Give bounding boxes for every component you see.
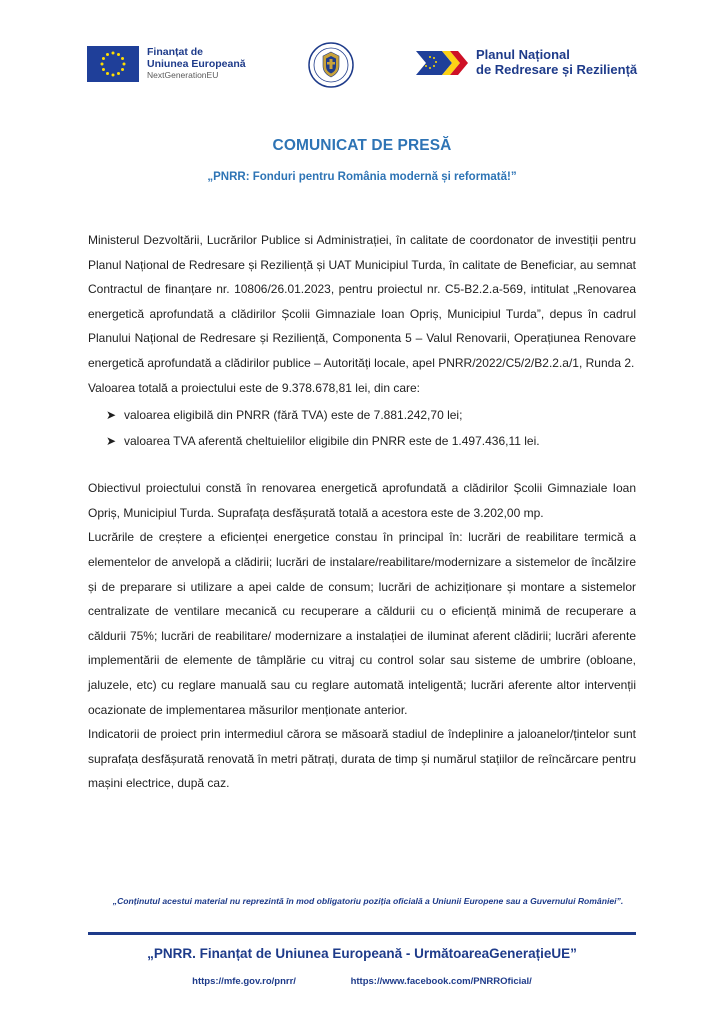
- facebook-pnrr-link[interactable]: https://www.facebook.com/PNRROficial/: [350, 976, 532, 987]
- eu-logo-line1: Finanțat de: [147, 46, 204, 58]
- header-logos: [0, 42, 724, 94]
- paragraph-works: Lucrările de creștere a eficienței energetice constau în principal în: lucrări de reabilitare termică a elementelor de anvelopă a clădirii; lucrări de instalare/reabilitare/modernizare a sistemelor de încălzire și de preparare si utilizare a apei calde de consum; lucrări de achiziționare și montare a sistemelor centralizate de ventilare mecanică cu recuperare a căldurii cu o eficiență minimă de recuperare a căldurii 75%; lucrări de reabilitare/ modernizare a instalației de iluminat aferent clădirii; lucrări aferente implementării de elemente de tâmplărie cu vitraj cu control solar sau sisteme de umbrire (obloane, jaluzele, etc) cu reglare manuală sau cu reglare automată inteligentă; lucrări aferente altor intervenții ocazionate de implementarea măsurilor menționate anterior.: [88, 530, 636, 717]
- pnrr-logo-icon: [416, 49, 472, 77]
- footer-divider: [88, 932, 636, 935]
- press-release-body: [88, 228, 636, 796]
- footer-slogan: „PNRR. Finanțat de Uniunea Europeană - UrmătoareaGenerațieUE”: [147, 946, 577, 961]
- eu-flag-icon: [87, 46, 139, 82]
- arrow-bullet-icon: ➤: [106, 408, 117, 423]
- paragraph-contract: Ministerul Dezvoltării, Lucrărilor Publice si Administrației, în calitate de coordonator de investiții pentru Planul Național de Redresare și Reziliență și UAT Municipiul Turda, în calitate de Beneficiar, au semnat Contractul de finanțare nr. 10806/26.01.2023, pentru proiectul nr. C5-B2.2.a-569, intitulat „Renovarea energetică aprofundată a clădirilor Școlii Gimnaziale Ioan Opriș, Municipiul Turda”, depus în cadrul Planului Național de Redresare și Reziliență, Componenta 5 – Valul Renovarii, Operațiunea Renovare energetică aprofundată a clădirilor publice – Autorități locale, apel PNRR/2022/C5/2/B2.2.a/1, Runda 2.: [88, 233, 636, 370]
- list-item: [88, 432, 636, 450]
- arrow-bullet-icon: ➤: [106, 434, 117, 449]
- list-item-text: valoarea TVA aferentă cheltuielilor eligibile din PNRR este de 1.497.436,11 lei.: [124, 434, 540, 449]
- paragraph-indicators: Indicatorii de proiect prin intermediul cărora se măsoară stadiul de îndeplinire a jaloanelor/țintelor sunt suprafața desfășurată renovată în metri pătrați, durata de timp și numărul stațiilor de reîncărcare pentru mașini electrice, după caz.: [88, 727, 636, 791]
- eu-funding-logo: [87, 46, 246, 82]
- paragraph-total-value: Valoarea totală a proiectului este de 9.378.678,81 lei, din care:: [88, 380, 421, 395]
- paragraph-objective: Obiectivul proiectului constă în renovarea energetică aprofundată a clădirilor Școlii Gimnaziale Ioan Opriș, Municipiul Turda. Suprafața desfășurată totală a acestora este de 3.202,00 mp.: [88, 481, 636, 520]
- mfe-pnrr-link[interactable]: https://mfe.gov.ro/pnrr/: [192, 976, 296, 987]
- list-item-text: valoarea eligibilă din PNRR (fără TVA) este de 7.881.242,70 lei;: [124, 408, 463, 423]
- government-seal-icon: [308, 42, 354, 88]
- disclaimer: „Conținutul acestui material nu reprezintă în mod obligatoriu poziția oficială a Uniunii Europene sau a Guvernului României”.: [112, 896, 624, 906]
- page-subtitle: „PNRR: Fonduri pentru România modernă și reformată!”: [207, 171, 517, 183]
- pnrr-logo-line2: de Redresare și Reziliență: [476, 61, 638, 77]
- eu-logo-line3: NextGenerationEU: [147, 70, 219, 81]
- footer-links: [0, 976, 724, 987]
- pnrr-logo: [416, 48, 637, 78]
- pnrr-logo-line1: Planul Național: [476, 47, 570, 62]
- value-breakdown-list: [88, 406, 636, 450]
- eu-logo-line2: Uniunea Europeană: [147, 58, 246, 71]
- page-title: COMUNICAT DE PRESĂ: [272, 137, 452, 154]
- list-item: [88, 406, 636, 424]
